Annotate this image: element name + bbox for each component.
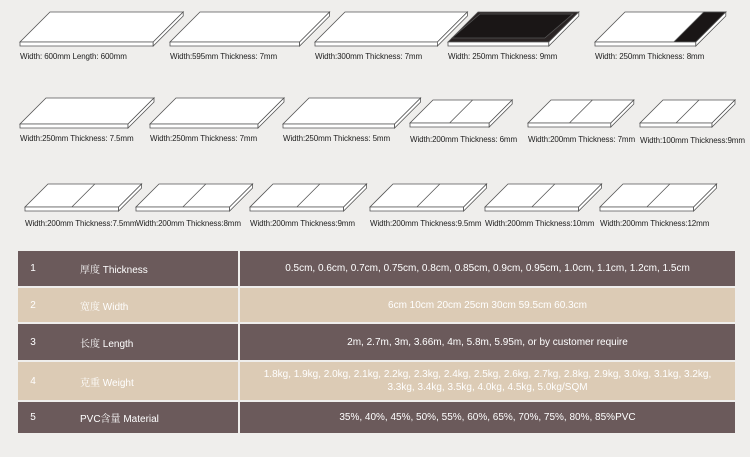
panel-caption: Width: 600mm Length: 600mm: [20, 52, 127, 61]
row-number: 5: [18, 401, 48, 434]
panel-front-edge: [136, 207, 230, 211]
row-number: 1: [18, 251, 48, 287]
panel-front-edge: [370, 207, 464, 211]
panel-front-edge: [448, 42, 549, 46]
row-value: 6cm 10cm 20cm 25cm 30cm 59.5cm 60.3cm: [239, 287, 735, 323]
panel-front-edge: [283, 124, 395, 128]
panel-caption: Width:595mm Thickness: 7mm: [170, 52, 278, 61]
panel-drawing: [595, 12, 735, 52]
panel-item: [20, 98, 170, 146]
panel-caption: Width:250mm Thickness: 7mm: [150, 134, 258, 143]
table-row: [18, 251, 735, 287]
panel-caption: Width: 250mm Thickness: 9mm: [448, 52, 558, 61]
row-value: 1.8kg, 1.9kg, 2.0kg, 2.1kg, 2.2kg, 2.3kg, 2.4kg, 2.5kg, 2.6kg, 2.7kg, 2.8kg, 2.9kg, 3.0kg, 3.1kg, 3.2kg, 3.3kg, 3.4kg, 3.5kg, 4.0kg, 4.5kg, 5.0kg/SQM: [239, 361, 735, 401]
panel-drawing: [136, 184, 266, 214]
table-row: [18, 401, 735, 434]
panel-front-edge: [20, 124, 128, 128]
row-label: 克重 Weight: [48, 361, 239, 401]
panel-item: [150, 98, 300, 146]
panel-drawing: [485, 184, 615, 214]
panel-caption: Width:200mm Thickness:9mm: [250, 219, 355, 228]
panel-caption: Width:200mm Thickness:7.5mm: [25, 219, 137, 228]
panel-caption: Width:200mm Thickness:12mm: [600, 219, 710, 228]
panel-front-edge: [20, 42, 153, 46]
panel-front-edge: [528, 123, 611, 127]
panel-item: [370, 184, 500, 231]
table-row: [18, 323, 735, 361]
panel-item: [528, 100, 643, 147]
panel-caption: Width:300mm Thickness: 7mm: [315, 52, 423, 61]
panel-caption: Width:200mm Thickness:10mm: [485, 219, 595, 228]
panel-caption: Width: 250mm Thickness: 8mm: [595, 52, 705, 61]
panel-caption: Width:250mm Thickness: 7.5mm: [20, 134, 134, 143]
panel-drawing: [600, 184, 730, 214]
panel-drawing: [20, 98, 170, 133]
panel-item: [640, 100, 745, 148]
row-value: 0.5cm, 0.6cm, 0.7cm, 0.75cm, 0.8cm, 0.85cm, 0.9cm, 0.95cm, 1.0cm, 1.1cm, 1.2cm, 1.5cm: [239, 251, 735, 287]
panel-front-edge: [600, 207, 694, 211]
row-value: 2m, 2.7m, 3m, 3.66m, 4m, 5.8m, 5.95m, or by customer require: [239, 323, 735, 361]
spec-table: [18, 251, 735, 435]
panel-item: [485, 184, 615, 231]
table-row: [18, 361, 735, 401]
panel-front-edge: [410, 123, 489, 127]
row-label: PVC含量 Material: [48, 401, 239, 434]
panel-item: [595, 12, 735, 64]
panel-front-edge: [250, 207, 344, 211]
panel-caption: Width:200mm Thickness: 6mm: [410, 135, 518, 144]
row-number: 3: [18, 323, 48, 361]
panel-drawing: [150, 98, 300, 133]
panel-caption: Width:200mm Thickness:9.5mm: [370, 219, 482, 228]
panel-front-edge: [595, 42, 696, 46]
row-label: 宽度 Width: [48, 287, 239, 323]
panel-front-edge: [170, 42, 300, 46]
row-value: 35%, 40%, 45%, 50%, 55%, 60%, 65%, 70%, 75%, 80%, 85%PVC: [239, 401, 735, 434]
panel-item: [250, 184, 380, 231]
panel-drawing: [250, 184, 380, 214]
panel-front-edge: [25, 207, 119, 211]
row-number: 2: [18, 287, 48, 323]
panel-front-edge: [315, 42, 437, 46]
row-label: 厚度 Thickness: [48, 251, 239, 287]
panel-front-edge: [485, 207, 579, 211]
panel-item: [600, 184, 730, 231]
table-row: [18, 287, 735, 323]
panel-drawing: [528, 100, 643, 130]
panel-item: [410, 100, 520, 147]
panel-drawing: [370, 184, 500, 214]
panel-caption: Width:200mm Thickness: 7mm: [528, 135, 636, 144]
panel-drawing: [410, 100, 520, 130]
panel-drawing: [448, 12, 588, 52]
row-label: 长度 Length: [48, 323, 239, 361]
panel-caption: Width:250mm Thickness: 5mm: [283, 134, 391, 143]
panel-front-edge: [150, 124, 258, 128]
panel-drawing: [640, 100, 740, 130]
panel-front-edge: [640, 123, 712, 127]
panel-item: [448, 12, 588, 64]
panel-item: [136, 184, 266, 231]
row-number: 4: [18, 361, 48, 401]
panel-caption: Width:100mm Thickness:9mm: [640, 136, 745, 145]
panel-caption: Width:200mm Thickness:8mm: [136, 219, 241, 228]
